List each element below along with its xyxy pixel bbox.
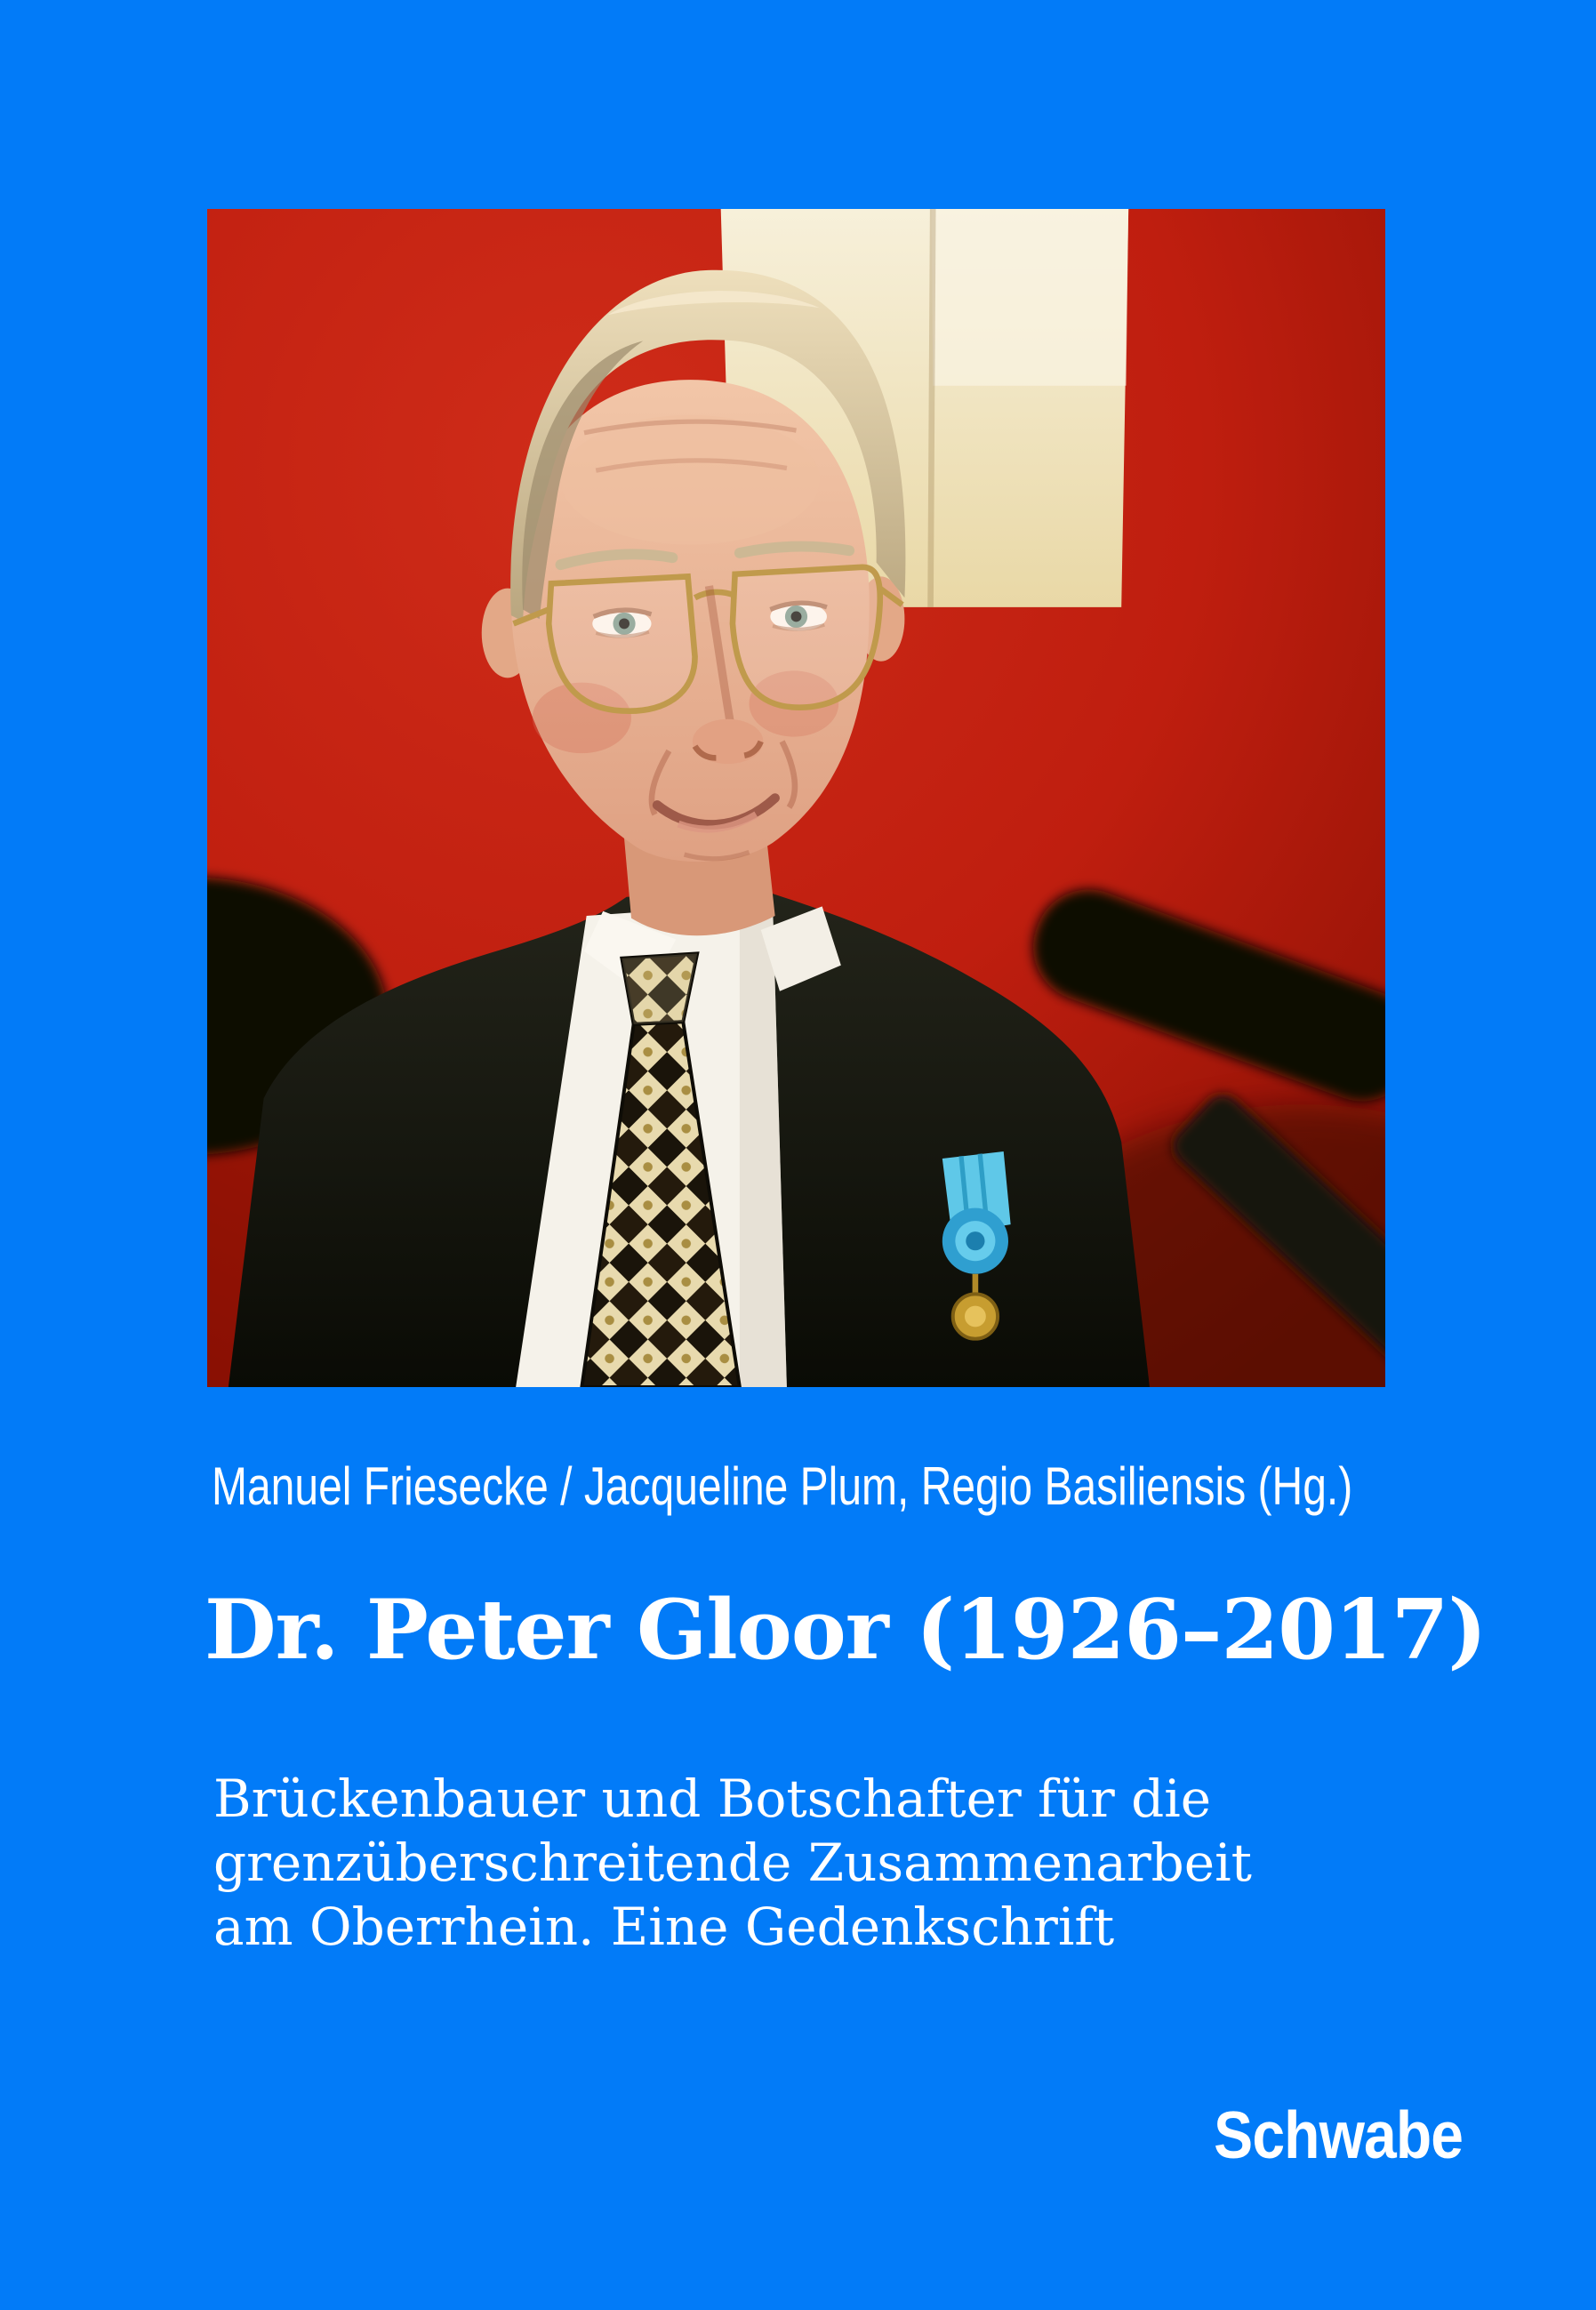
authors-line: Manuel Friesecke / Jacqueline Plum, Regio Basiliensis (Hg.) (212, 1456, 1353, 1516)
publisher-logo: Schwabe (1214, 2097, 1463, 2172)
book-subtitle (213, 1767, 1252, 1959)
subtitle-line: grenzüberschreitende Zusammenarbeit (213, 1833, 1252, 1893)
subtitle-line: Brückenbauer und Botschafter für die (213, 1769, 1212, 1829)
cover-photo-illustration (207, 209, 1385, 1387)
book-title: Dr. Peter Gloor (1926–2017) (205, 1581, 1487, 1678)
subtitle-line: am Oberrhein. Eine Gedenkschrift (213, 1897, 1115, 1957)
cover-photo (207, 209, 1385, 1387)
